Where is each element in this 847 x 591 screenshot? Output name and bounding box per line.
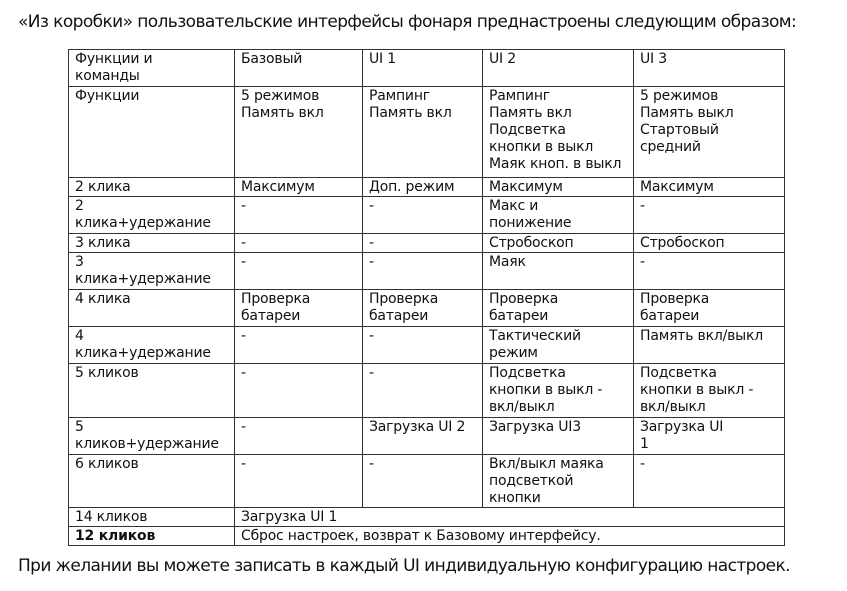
table-cell: -	[634, 455, 785, 508]
table-row-14-clicks	[69, 508, 785, 527]
table-header-row	[69, 50, 785, 87]
table-cell: 5 режимов Память выкл Стартовый средний	[634, 87, 785, 178]
table-cell: Максимум	[235, 178, 363, 197]
table-cell: -	[634, 253, 785, 290]
table-cell: Макс и понижение	[483, 197, 634, 234]
row-label: 14 кликов	[69, 508, 235, 527]
page-footer-note: При желании вы можете записать в каждый UI индивидуальную конфигурацию настроек.	[18, 556, 790, 576]
table-cell: Тактический режим	[483, 327, 634, 364]
table-cell: Рампинг Память вкл Подсветка кнопки в выкл Маяк кноп. в выкл	[483, 87, 634, 178]
table-cell: -	[235, 418, 363, 455]
header-cell-ui1: UI 1	[363, 50, 483, 87]
table-cell: -	[363, 327, 483, 364]
row-label: 3 клика	[69, 234, 235, 253]
table-row	[69, 253, 785, 290]
table-cell: -	[363, 364, 483, 418]
row-label: 2 клика	[69, 178, 235, 197]
table-cell: Стробоскоп	[483, 234, 634, 253]
header-cell-ui3: UI 3	[634, 50, 785, 87]
table-row	[69, 197, 785, 234]
header-cell-ui2: UI 2	[483, 50, 634, 87]
table-cell: Доп. режим	[363, 178, 483, 197]
table-cell: Стробоскоп	[634, 234, 785, 253]
table-cell: Максимум	[634, 178, 785, 197]
table-row	[69, 455, 785, 508]
page-heading: «Из коробки» пользовательские интерфейсы фонаря преднастроены следующим образом:	[18, 12, 797, 32]
table-cell: -	[235, 253, 363, 290]
table-cell: Маяк	[483, 253, 634, 290]
table-row	[69, 364, 785, 418]
table-cell: 5 режимов Память вкл	[235, 87, 363, 178]
table-cell: -	[363, 197, 483, 234]
row-label: 5 кликов+удержание	[69, 418, 235, 455]
row-label: 6 кликов	[69, 455, 235, 508]
table-cell: -	[235, 455, 363, 508]
table-cell: Проверка батареи	[483, 290, 634, 327]
table-row	[69, 87, 785, 178]
table-cell: Рампинг Память вкл	[363, 87, 483, 178]
table-cell: -	[363, 253, 483, 290]
table-cell: -	[235, 197, 363, 234]
row-label: 4 клика	[69, 290, 235, 327]
table-cell: Загрузка UI 2	[363, 418, 483, 455]
table-cell: -	[363, 455, 483, 508]
row-label-bold: 12 кликов	[69, 527, 235, 546]
table-cell: -	[634, 197, 785, 234]
table-cell: Проверка батареи	[363, 290, 483, 327]
table-row	[69, 327, 785, 364]
table-cell: -	[235, 364, 363, 418]
table-cell: Загрузка UI3	[483, 418, 634, 455]
header-cell-functions: Функции и команды	[69, 50, 235, 87]
row-label: 3 клика+удержание	[69, 253, 235, 290]
table-row	[69, 234, 785, 253]
table-cell: -	[235, 327, 363, 364]
table-cell: -	[363, 234, 483, 253]
table-cell: Подсветка кнопки в выкл - вкл/выкл	[634, 364, 785, 418]
table-cell: Проверка батареи	[235, 290, 363, 327]
table-row	[69, 418, 785, 455]
table-cell: Подсветка кнопки в выкл - вкл/выкл	[483, 364, 634, 418]
table-cell: Память вкл/выкл	[634, 327, 785, 364]
row-label: 5 кликов	[69, 364, 235, 418]
table-row-12-clicks	[69, 527, 785, 546]
table-cell-merged: Загрузка UI 1	[235, 508, 785, 527]
table-cell: Максимум	[483, 178, 634, 197]
table-cell: -	[235, 234, 363, 253]
table-cell-merged: Сброс настроек, возврат к Базовому интерфейсу.	[235, 527, 785, 546]
table-cell: Проверка батареи	[634, 290, 785, 327]
row-label: 4 клика+удержание	[69, 327, 235, 364]
table-row	[69, 178, 785, 197]
table-cell: Вкл/выкл маяка подсветкой кнопки	[483, 455, 634, 508]
table-cell: Загрузка UI 1	[634, 418, 785, 455]
table-row	[69, 290, 785, 327]
row-label: Функции	[69, 87, 235, 178]
header-cell-basic: Базовый	[235, 50, 363, 87]
row-label: 2 клика+удержание	[69, 197, 235, 234]
ui-config-table	[68, 49, 785, 546]
